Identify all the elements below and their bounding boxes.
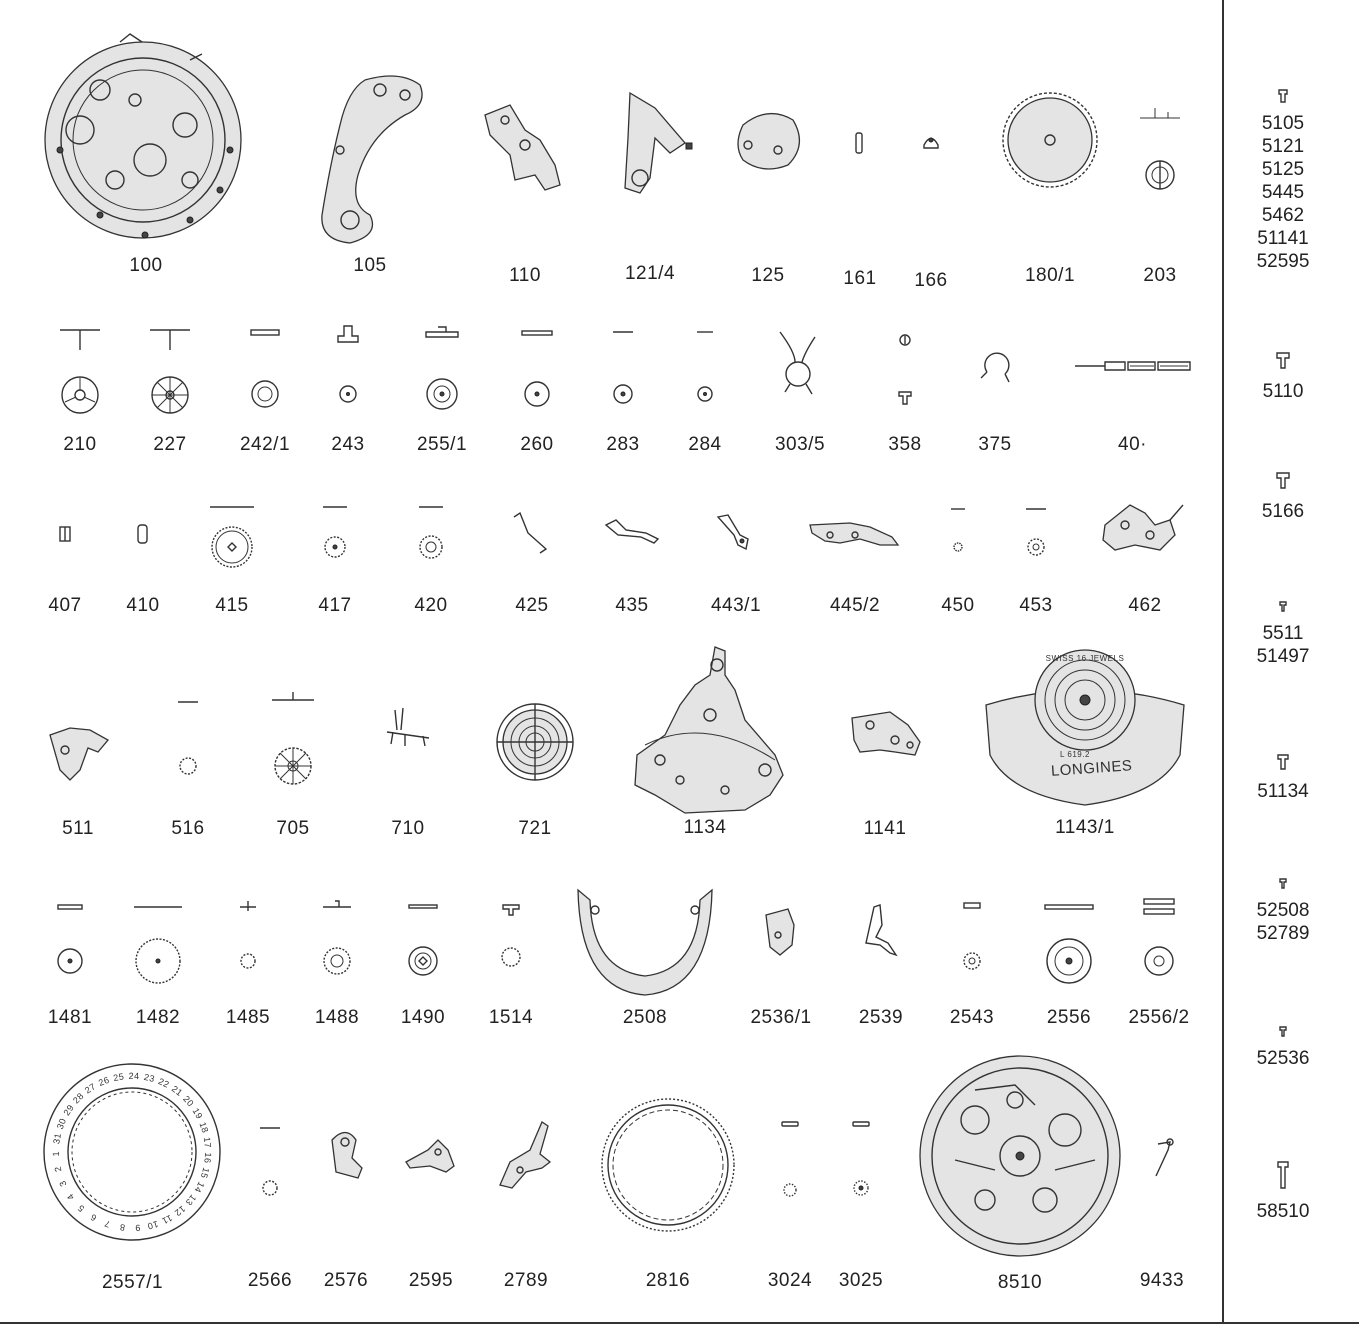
lever-121-drawing: [600, 88, 700, 263]
part-410: [118, 495, 168, 617]
screw-group-5: [1228, 752, 1338, 803]
date-numeral: 30: [54, 1116, 69, 1131]
part-number: 2556/2: [1128, 1007, 1190, 1028]
date-numeral: 4: [64, 1191, 77, 1202]
part-number: 1134: [683, 817, 727, 838]
lever-2789-drawing: [490, 1110, 562, 1270]
part-number: 203: [1143, 265, 1177, 286]
part-161: [835, 128, 885, 290]
part-2556: [1033, 895, 1105, 1029]
spring-9433-drawing: [1132, 1110, 1192, 1270]
wheel-516-drawing: [160, 700, 216, 818]
part-number: 283: [606, 434, 640, 455]
spring-425-drawing: [500, 495, 564, 595]
part-number: 2595: [408, 1270, 454, 1291]
screw-number: 52595: [1256, 251, 1310, 272]
part-410-drawing: [118, 495, 168, 595]
spring-303-drawing: [760, 322, 840, 434]
part-9433: [1132, 1110, 1192, 1292]
rotor-code: L 619.2: [1060, 750, 1090, 759]
part-2595: [398, 1110, 464, 1292]
wheel-227-drawing: [140, 322, 200, 434]
part-243: [318, 322, 378, 456]
date-numeral: 7: [102, 1218, 112, 1230]
part-203-drawing: [1130, 100, 1190, 265]
part-number: 255/1: [416, 434, 468, 455]
screw-icon: [1277, 1025, 1289, 1039]
part-1488: [307, 895, 367, 1029]
part-number: 511: [62, 818, 94, 839]
screw-number: 5105: [1261, 113, 1305, 134]
part-number: 1482: [135, 1007, 181, 1028]
part-283: [593, 322, 653, 456]
wheel-1485-drawing: [218, 895, 278, 1007]
part-number: 125: [751, 265, 785, 286]
screw-number: 52789: [1256, 923, 1310, 944]
part-rotor-1143-1: [980, 645, 1190, 839]
lever-110-drawing: [470, 95, 580, 265]
part-443-1: [700, 495, 772, 617]
part-number: 1141: [863, 818, 907, 839]
lever-443-drawing: [700, 495, 772, 595]
part-number: 166: [914, 270, 948, 291]
screw-number: 5445: [1261, 182, 1305, 203]
part-450: [933, 495, 983, 617]
date-numeral: 11: [160, 1212, 174, 1227]
ring-2508-drawing: [570, 880, 720, 1007]
screw-number: 5462: [1261, 205, 1305, 226]
lever-511-drawing: [40, 700, 116, 818]
wheel-705-drawing: [260, 690, 326, 818]
date-numeral: 14: [192, 1180, 207, 1195]
part-number: 227: [153, 434, 187, 455]
part-number: 2556: [1046, 1007, 1092, 1028]
plate-462-drawing: [1095, 495, 1195, 595]
screw-group-7: [1228, 1025, 1338, 1070]
fork-710-drawing: [375, 700, 441, 818]
part-number: 3024: [767, 1270, 813, 1291]
screw-group-1: [1228, 88, 1338, 273]
screw-group-8: [1228, 1160, 1338, 1223]
date-numeral: 19: [190, 1106, 205, 1121]
part-number: 161: [843, 268, 877, 289]
date-numeral: 1: [50, 1150, 62, 1157]
part-453: [1010, 495, 1062, 617]
wheel-3024-drawing: [762, 1110, 818, 1270]
screw-group-4: [1228, 600, 1338, 668]
part-1141: [840, 700, 930, 840]
part-number: 8510: [997, 1272, 1043, 1293]
part-417: [307, 495, 363, 617]
wheel-453-drawing: [1010, 495, 1062, 595]
part-ring-2508: [570, 880, 720, 1029]
part-516: [160, 700, 216, 840]
wheel-1482-drawing: [128, 895, 188, 1007]
part-2576: [318, 1110, 374, 1292]
bridge-1141-drawing: [840, 700, 930, 818]
date-numeral: 9: [134, 1222, 141, 1233]
part-number: 420: [414, 595, 448, 616]
part-511: [40, 700, 116, 840]
wheel-255-drawing: [412, 322, 472, 434]
screw-number: 52508: [1256, 900, 1310, 921]
part-125-drawing: [728, 105, 808, 265]
date-numeral: 20: [181, 1093, 196, 1109]
screw-number: 5166: [1261, 501, 1305, 522]
part-number: 110: [509, 265, 541, 286]
part-260: [507, 322, 567, 456]
part-number: 415: [215, 595, 249, 616]
part-3025: [833, 1110, 889, 1292]
wheel-420-drawing: [403, 495, 459, 595]
screw-icon: [1275, 470, 1291, 492]
date-numeral: 5: [75, 1202, 87, 1214]
date-numeral: 15: [198, 1166, 212, 1180]
part-445-2: [800, 495, 910, 617]
part-710: [375, 700, 441, 840]
wheel-2543-drawing: [942, 895, 1002, 1007]
date-numeral: 26: [97, 1074, 111, 1088]
part-number: 210: [63, 434, 97, 455]
part-210: [50, 322, 110, 456]
part-203: [1130, 100, 1190, 287]
part-2566: [242, 1110, 298, 1292]
part-1490: [393, 895, 453, 1029]
part-lever-110: [470, 95, 580, 287]
part-2543: [942, 895, 1002, 1029]
part-number: 243: [331, 434, 365, 455]
part-number: 1514: [488, 1007, 534, 1028]
part-number: 180/1: [1024, 265, 1076, 286]
screw-icon: [1275, 350, 1291, 372]
part-number: 407: [48, 595, 82, 616]
part-2556-2: [1124, 895, 1194, 1029]
part-number: 1485: [225, 1007, 271, 1028]
part-date-ring-2557-1: [40, 1060, 225, 1294]
lever-435-drawing: [596, 495, 668, 595]
ring-2816-drawing: [600, 1095, 736, 1270]
screw-number: 51134: [1257, 781, 1309, 802]
part-2536-1: [748, 895, 814, 1029]
part-number: 721: [518, 818, 552, 839]
part-303-5: [760, 322, 840, 456]
date-numeral: 16: [202, 1152, 214, 1164]
date-numeral: 18: [197, 1120, 211, 1135]
wheel-417-drawing: [307, 495, 363, 595]
pinion-243-drawing: [318, 322, 378, 434]
part-420: [403, 495, 459, 617]
part-2539: [848, 895, 914, 1029]
part-number: 242/1: [239, 434, 291, 455]
part-number: 303/5: [774, 434, 826, 455]
screw-group-6: [1228, 877, 1338, 945]
wheel-1514-drawing: [481, 895, 541, 1007]
movement-8510-drawing: [915, 1050, 1125, 1272]
part-2536-drawing: [748, 895, 814, 1007]
part-number: 710: [391, 818, 425, 839]
lever-2595-drawing: [398, 1110, 464, 1270]
part-number: 2557/1: [101, 1272, 164, 1293]
stem-40x-drawing: [1070, 322, 1195, 434]
part-number: 2789: [503, 1270, 549, 1291]
date-numeral: 27: [83, 1081, 98, 1096]
lever-2539-drawing: [848, 895, 914, 1007]
part-bridge: [310, 65, 430, 277]
part-284: [675, 322, 735, 456]
part-number: 516: [171, 818, 205, 839]
part-lever-121-4: [600, 88, 700, 285]
part-705: [260, 690, 326, 840]
wheel-210-drawing: [50, 322, 110, 434]
part-number: 1490: [400, 1007, 446, 1028]
part-125: [728, 105, 808, 287]
date-numeral: 8: [118, 1222, 126, 1233]
part-255-1: [412, 322, 472, 456]
part-number: 425: [515, 595, 549, 616]
screw-icon: [1276, 752, 1290, 772]
part-number: 450: [941, 595, 975, 616]
screw-number: 51141: [1257, 228, 1309, 249]
screw-number: 58510: [1256, 1201, 1310, 1222]
part-407: [40, 495, 90, 617]
wheel-450-drawing: [933, 495, 983, 595]
wheel-415-drawing: [200, 495, 264, 595]
screw-number: 51497: [1256, 646, 1310, 667]
date-numeral: 28: [70, 1090, 86, 1106]
part-166: [906, 130, 956, 292]
part-number: 462: [1128, 595, 1162, 616]
part-bridge-1134: [625, 645, 785, 839]
date-numeral: 2: [52, 1165, 64, 1173]
part-3024: [762, 1110, 818, 1292]
part-358: [875, 322, 935, 456]
part-number: 1481: [47, 1007, 93, 1028]
part-number: 445/2: [829, 595, 881, 616]
part-number: 2508: [622, 1007, 668, 1028]
part-242-1: [235, 322, 295, 456]
part-number: 453: [1019, 595, 1053, 616]
bridge-1134-drawing: [625, 645, 785, 817]
wheel-1488-drawing: [307, 895, 367, 1007]
part-2789: [490, 1110, 562, 1292]
wheel-260-drawing: [507, 322, 567, 434]
part-number: 260: [520, 434, 554, 455]
part-375: [965, 322, 1025, 456]
screw-icon: [1277, 600, 1289, 614]
screw-icon: [1277, 877, 1289, 891]
part-mainplate: [40, 30, 252, 277]
date-numeral: 17: [201, 1136, 214, 1149]
date-numeral: 29: [61, 1102, 76, 1118]
screw-number: 52536: [1256, 1048, 1310, 1069]
part-gear-180-1: [995, 95, 1105, 287]
screw-number: 5125: [1261, 159, 1305, 180]
gear-180-drawing: [995, 95, 1105, 265]
part-number: 40·: [1118, 434, 1147, 455]
date-ring-drawing: [40, 1060, 225, 1272]
part-number: 284: [688, 434, 722, 455]
part-425: [500, 495, 564, 617]
part-415: [200, 495, 264, 617]
part-number: 2536/1: [750, 1007, 812, 1028]
date-numeral: 25: [112, 1071, 126, 1084]
date-numeral: 23: [142, 1071, 156, 1085]
screw-number: 5511: [1262, 623, 1304, 644]
date-numeral: 10: [146, 1218, 160, 1232]
part-1481: [40, 895, 100, 1029]
part-number: 1143/1: [1055, 817, 1115, 838]
screw-group-3: [1228, 470, 1338, 523]
part-number: 2539: [858, 1007, 904, 1028]
part-1482: [128, 895, 188, 1029]
date-numeral: 22: [156, 1076, 171, 1090]
date-numeral: 13: [183, 1192, 199, 1208]
wheel-2556-drawing: [1033, 895, 1105, 1007]
part-number: 3025: [838, 1270, 884, 1291]
part-407-drawing: [40, 495, 90, 595]
wheel-242-drawing: [235, 322, 295, 434]
date-numeral: 21: [169, 1083, 185, 1099]
part-number: 121/4: [624, 263, 676, 284]
wheel-2566-drawing: [242, 1110, 298, 1270]
lever-445-drawing: [800, 495, 910, 595]
part-number: 105: [353, 255, 387, 276]
part-number: 2816: [645, 1270, 691, 1291]
date-numeral: 31: [51, 1132, 64, 1145]
part-1514: [481, 895, 541, 1029]
rotor-1143-drawing: [980, 645, 1190, 817]
date-numeral: 12: [172, 1203, 188, 1219]
part-number: 100: [129, 255, 163, 276]
part-number: 9433: [1139, 1270, 1185, 1291]
date-numeral: 3: [57, 1178, 69, 1189]
date-numeral: 6: [88, 1211, 99, 1224]
part-number: 2543: [949, 1007, 995, 1028]
part-1485: [218, 895, 278, 1029]
part-number: 417: [318, 595, 352, 616]
balance-721-drawing: [490, 700, 580, 818]
wheel-1481-drawing: [40, 895, 100, 1007]
wheel-284-drawing: [675, 322, 735, 434]
part-number: 2566: [247, 1270, 293, 1291]
bridge-drawing: [310, 65, 430, 255]
rotor-small-text: SWISS 16 JEWELS: [1045, 654, 1125, 663]
wheel-3025-drawing: [833, 1110, 889, 1270]
part-number: 435: [615, 595, 649, 616]
rotor-brand: LONGINES: [1050, 757, 1133, 780]
part-movement-8510: [915, 1050, 1125, 1294]
part-number: 1488: [314, 1007, 360, 1028]
date-numeral: 24: [128, 1070, 140, 1082]
wheel-1490-drawing: [393, 895, 453, 1007]
wheel-2556-2-drawing: [1124, 895, 1194, 1007]
mainplate-drawing: [40, 30, 252, 255]
part-40x: [1070, 322, 1195, 456]
part-number: 358: [888, 434, 922, 455]
part-number: 705: [276, 818, 310, 839]
bottom-rule: [0, 1322, 1359, 1324]
part-ring-2816: [600, 1095, 736, 1292]
part-number: 2576: [323, 1270, 369, 1291]
part-number: 375: [978, 434, 1012, 455]
screw-number: 5121: [1261, 136, 1305, 157]
part-435: [596, 495, 668, 617]
pin-161-drawing: [835, 128, 885, 268]
screw-icon: [1276, 88, 1290, 104]
part-227: [140, 322, 200, 456]
screw-number: 5110: [1262, 381, 1304, 402]
lever-2576-drawing: [318, 1110, 374, 1270]
screw-358-drawing: [875, 322, 935, 434]
screw-group-2: [1228, 350, 1338, 403]
column-divider: [1222, 0, 1224, 1322]
part-166-drawing: [906, 130, 956, 270]
part-number: 410: [126, 595, 160, 616]
wheel-283-drawing: [593, 322, 653, 434]
part-number: 443/1: [710, 595, 762, 616]
spring-375-drawing: [965, 322, 1025, 434]
part-462: [1095, 495, 1195, 617]
part-balance-721: [490, 700, 580, 840]
screw-icon: [1276, 1160, 1290, 1192]
